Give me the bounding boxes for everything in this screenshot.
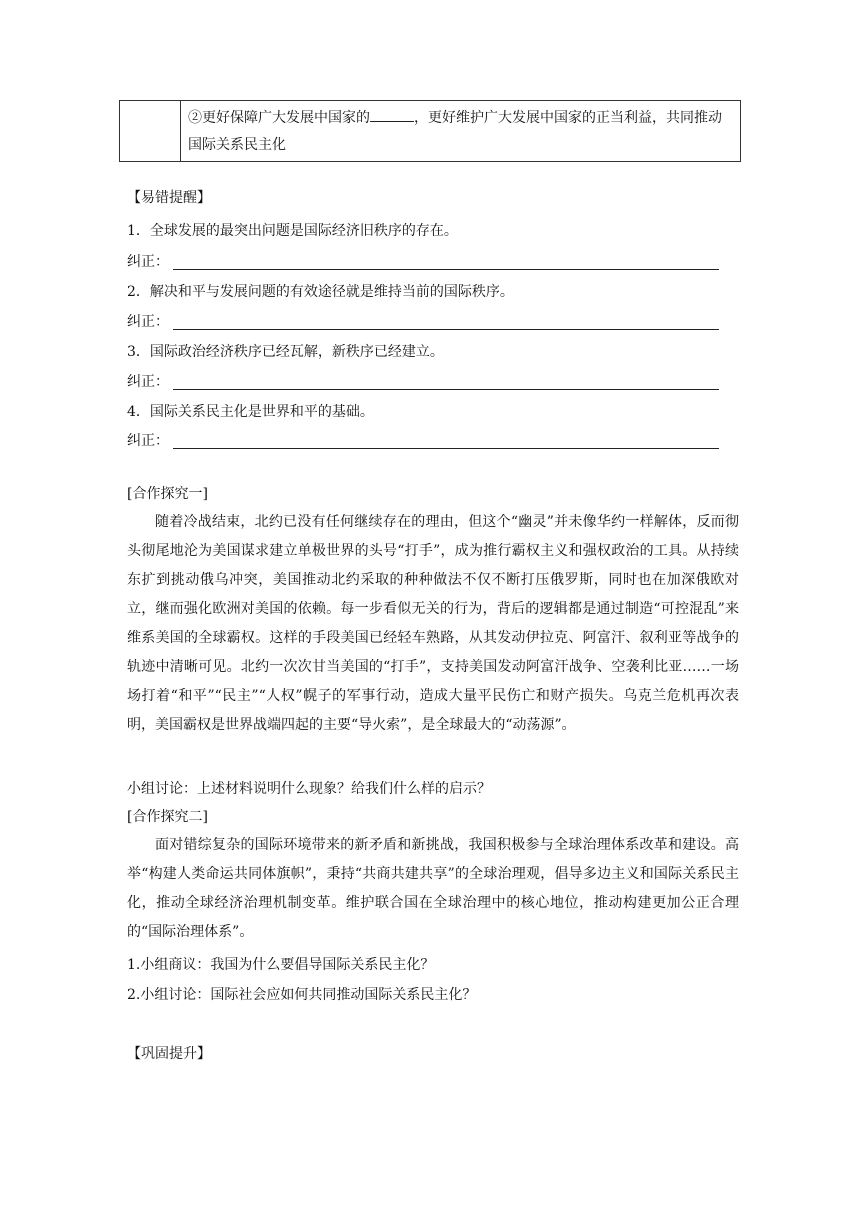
inquiry-two-heading: [合作探究二]: [127, 809, 208, 825]
correction-answer-line[interactable]: [173, 448, 719, 449]
correction-row-1: [127, 252, 169, 272]
table-cell-text-after: ，更好维护广大发展中国家的正当利益，共同推动国际关系民主化: [188, 110, 722, 153]
correction-label: 纠正：: [127, 433, 169, 449]
table-fragment: [119, 100, 741, 162]
consolidation-heading: 【巩固提升】: [127, 1046, 211, 1062]
correction-row-2: [127, 312, 169, 332]
correction-label: 纠正：: [127, 314, 169, 330]
correction-answer-line[interactable]: [173, 269, 719, 270]
correction-label: 纠正：: [127, 254, 169, 270]
inquiry-one-paragraph: 随着冷战结束，北约已没有任何继续存在的理由，但这个“幽灵”并未像华约一样解体，反而彻头彻尾地沦为美国谋求建立单极世界的头号“打手”，成为推行霸权主义和强权政治的工具。从持续东扩到挑动俄乌冲突，美国推动北约采取的种种做法不仅不断打压俄罗斯，同时也在加深俄欧对立，继而强化欧洲对美国的依赖。每一步看似无关的行为，背后的逻辑都是通过制造“可控混乱”来维系美国的全球霸权。这样的手段美国已经轻车熟路，从其发动伊拉克、阿富汗、叙利亚等战争的轨迹中清晰可见。北约一次次甘当美国的“打手”，支持美国发动阿富汗战争、空袭利比亚……一场场打着“和平”“民主”“人权”幌子的军事行动，造成大量平民伤亡和财产损失。乌克兰危机再次表明，美国霸权是世界战端四起的主要“导火索”，是全球最大的“动荡源”。: [127, 514, 739, 733]
inquiry-two-question-1: 1.小组商议：我国为什么要倡导国际关系民主化？: [127, 957, 435, 973]
fill-in-blank[interactable]: [370, 107, 414, 122]
table-cell-text: [188, 105, 734, 159]
inquiry-two-paragraph: 面对错综复杂的国际环境带来的新矛盾和新挑战，我国积极参与全球治理体系改革和建设。高举“构建人类命运共同体旗帜”，秉持“共商共建共享”的全球治理观，倡导多边主义和国际关系民主化，推动全球经济治理机制变革。维护联合国在全球治理中的核心地位，推动构建更加公正合理的“国际治理体系”。: [127, 837, 739, 940]
correction-answer-line[interactable]: [173, 389, 719, 390]
error-statement-1: 1．全球发展的最突出问题是国际经济旧秩序的存在。: [127, 223, 458, 239]
inquiry-two-question-2: 2.小组讨论：国际社会应如何共同推动国际关系民主化？: [127, 987, 477, 1003]
inquiry-one-heading: [合作探究一]: [127, 486, 208, 502]
table-first-column: [120, 101, 181, 161]
correction-answer-line[interactable]: [173, 329, 719, 330]
error-statement-2: 2．解决和平与发展问题的有效途径就是维持当前的国际秩序。: [127, 284, 514, 300]
inquiry-one-question: 小组讨论：上述材料说明什么现象？给我们什么样的启示？: [127, 781, 491, 797]
correction-row-4: [127, 431, 169, 451]
error-reminder-heading: 【易错提醒】: [127, 190, 211, 206]
error-statement-3: 3．国际政治经济秩序已经瓦解，新秩序已经建立。: [127, 344, 444, 360]
error-statement-4: 4．国际关系民主化是世界和平的基础。: [127, 404, 374, 420]
correction-label: 纠正：: [127, 374, 169, 390]
table-cell-text-before: ②更好保障广大发展中国家的: [188, 110, 370, 126]
correction-row-3: [127, 372, 169, 392]
